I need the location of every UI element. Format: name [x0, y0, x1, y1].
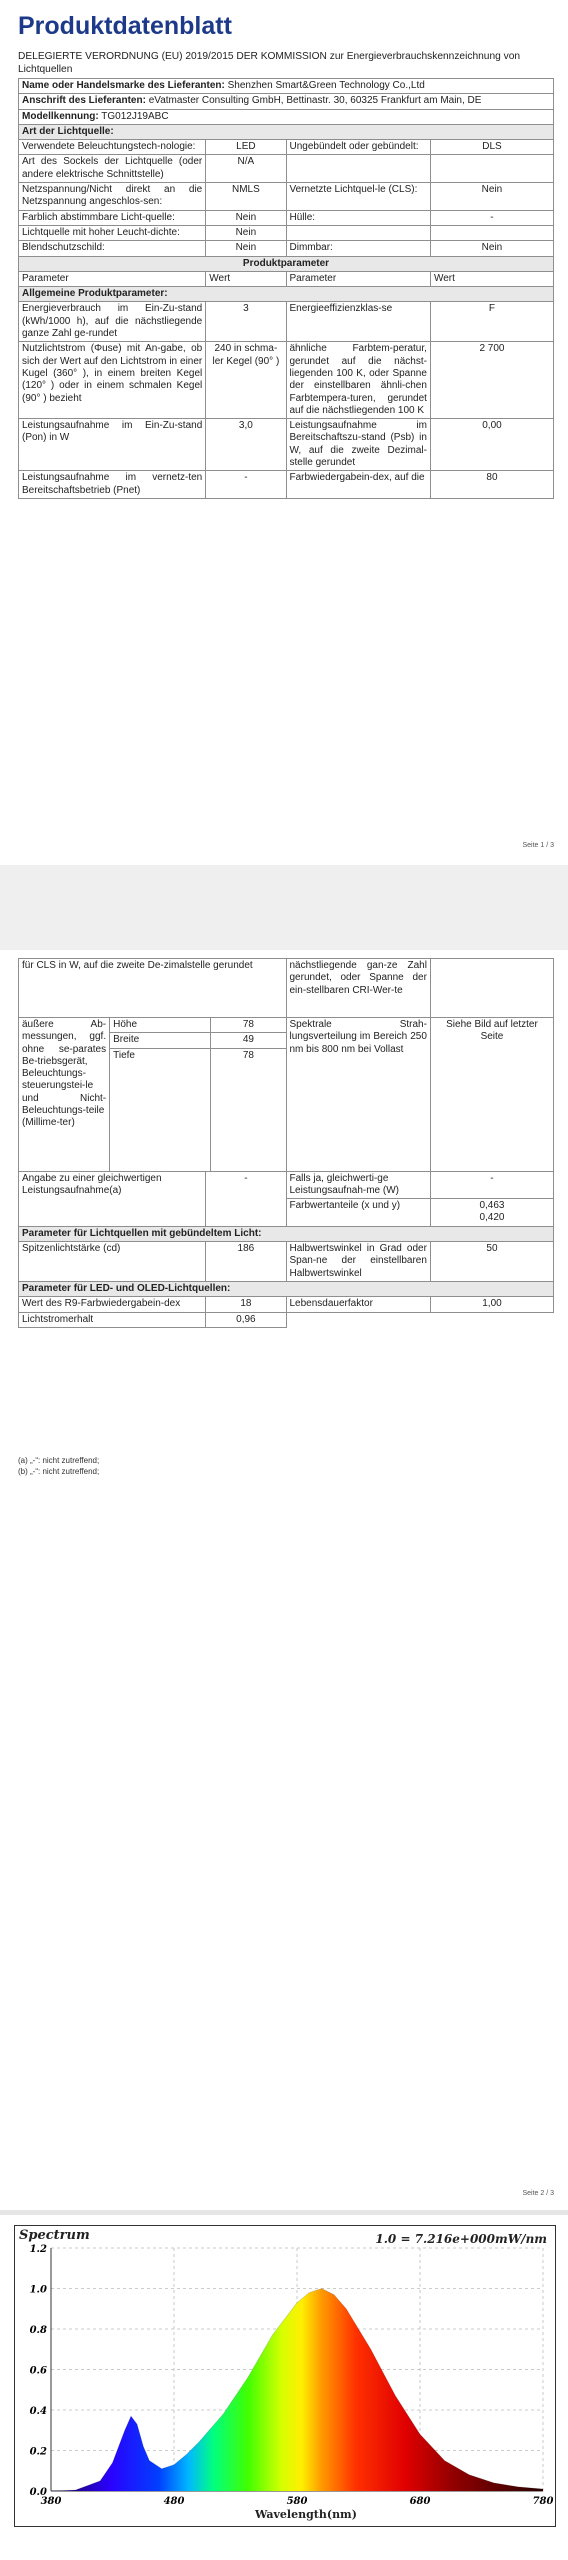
dim-height-value: 78 — [211, 1018, 286, 1033]
light-source-row — [19, 225, 554, 240]
footnote-a: (a) „-“: nicht zutreffend; — [18, 1456, 100, 1465]
param-label: Farbwiedergabein-dex, auf die — [286, 471, 430, 499]
page-2 — [0, 950, 568, 2210]
supplier-name-label: Name oder Handelsmarke des Lieferanten: — [22, 80, 225, 91]
page-number-2: Seite 2 / 3 — [522, 2190, 554, 2197]
param-label: Art des Sockels der Lichtquelle (oder andere elektrische Schnittstelle) — [19, 155, 206, 183]
lumen-maintenance-value: 0,96 — [206, 1312, 286, 1327]
survival-factor-value: 1,00 — [430, 1297, 553, 1312]
param-value: - — [206, 471, 286, 499]
dimensions-cell — [19, 1018, 287, 1172]
param-label: Energieverbrauch im Ein-Zu-stand (kWh/1000 h), auf die nächstliegende ganze Zahl ge-rundet — [19, 302, 206, 342]
chroma-values — [430, 1199, 553, 1227]
r9-value: 18 — [206, 1297, 286, 1312]
param-value: Nein — [430, 183, 553, 211]
light-source-row — [19, 183, 554, 211]
equiv-label: Angabe zu einer gleichwertigen Leistungsaufnahme(a) — [19, 1171, 206, 1226]
r9-label: Wert des R9-Farbwiedergabein-dex — [19, 1297, 206, 1312]
param-value: 3,0 — [206, 419, 286, 471]
light-source-row — [19, 140, 554, 155]
params-table-continued — [18, 958, 554, 1328]
y-tick-label: 0.4 — [29, 2406, 47, 2417]
col-param-1: Parameter — [19, 271, 206, 286]
cri-continuation-value — [430, 959, 553, 1018]
param-value: N/A — [206, 155, 286, 183]
chroma-label: Farbwertanteile (x und y) — [286, 1199, 430, 1227]
x-tick-label: 480 — [163, 2496, 185, 2507]
supplier-table — [18, 78, 554, 499]
param-value: NMLS — [206, 183, 286, 211]
param-label: Lichtquelle mit hoher Leucht-dichte: — [19, 225, 206, 240]
param-value: Nein — [206, 210, 286, 225]
equiv-r-label: Falls ja, gleichwerti-ge Leistungsaufnah-me (W) — [286, 1171, 430, 1199]
col-param-2: Parameter — [286, 271, 430, 286]
light-source-type-header: Art der Lichtquelle: — [19, 124, 554, 139]
y-tick-label: 0.2 — [29, 2446, 47, 2458]
page-1 — [0, 0, 568, 865]
supplier-name-row — [19, 79, 554, 94]
spectrum-chart — [14, 2225, 556, 2527]
param-label: Farblich abstimmbare Licht-quelle: — [19, 210, 206, 225]
param-label: Leistungsaufnahme im vernetz-ten Bereitschaftsbetrieb (Pnet) — [19, 471, 206, 499]
beam-angle-label: Halbwertswinkel in Grad oder Span-ne der einstellbaren Halbwertswinkel — [286, 1242, 430, 1282]
param-label: Netzspannung/Nicht direkt an die Netzspannung angeschlos-sen: — [19, 183, 206, 211]
col-value-1: Wert — [206, 271, 286, 286]
param-value — [430, 155, 553, 183]
param-label: Hülle: — [286, 210, 430, 225]
empty-cell — [430, 1312, 553, 1327]
general-param-row — [19, 419, 554, 471]
chroma-x: 0,463 — [479, 1200, 505, 1212]
y-tick-label: 1.2 — [29, 2244, 47, 2255]
spectrum-area — [51, 2289, 543, 2492]
x-tick-label: 580 — [286, 2496, 308, 2507]
param-label — [286, 225, 430, 240]
beam-angle-value: 50 — [430, 1242, 553, 1282]
param-value: 2 700 — [430, 342, 553, 419]
spectrum-svg — [15, 2226, 555, 2526]
x-axis-label: Wavelength(nm) — [255, 2508, 357, 2521]
supplier-name-value: Shenzhen Smart&Green Technology Co.,Ltd — [227, 80, 425, 91]
param-value: 240 in schma-ler Kegel (90° ) — [206, 342, 286, 419]
peak-intensity-label: Spitzenlichtstärke (cd) — [19, 1242, 206, 1282]
dim-width-label: Breite — [110, 1033, 211, 1048]
regulation-text — [18, 50, 554, 76]
model-row — [19, 109, 554, 124]
y-tick-label: 1.0 — [29, 2284, 47, 2296]
page-gap — [0, 865, 568, 950]
param-value: 0,00 — [430, 419, 553, 471]
spectral-value: Siehe Bild auf letzter Seite — [430, 1018, 553, 1172]
page-number-1: Seite 1 / 3 — [522, 842, 554, 849]
empty-cell — [286, 1312, 430, 1327]
supplier-address-label: Anschrift des Lieferanten: — [22, 95, 146, 107]
survival-factor-label: Lebensdauerfaktor — [286, 1297, 430, 1312]
product-params-header: Produktparameter — [19, 256, 554, 271]
general-params-header: Allgemeine Produktparameter: — [19, 287, 554, 302]
dim-depth-label: Tiefe — [110, 1048, 211, 1171]
param-label: Vernetzte Lichtquel-le (CLS): — [286, 183, 430, 211]
y-tick-label: 0.0 — [29, 2487, 47, 2498]
param-value: - — [430, 210, 553, 225]
directional-header: Parameter für Lichtquellen mit gebündeltem Licht: — [19, 1226, 554, 1241]
param-value: Nein — [430, 241, 553, 256]
y-tick-label: 0.6 — [29, 2365, 47, 2377]
param-label: Blendschutzschild: — [19, 241, 206, 256]
chroma-y: 0,420 — [479, 1212, 505, 1224]
dimensions-label: äußere Ab-messungen, ggf. ohne se-parates Be-triebsgerät, Beleuchtungs-steuerungstei-le und Nicht-Beleuchtungs-teile (Millime-ter) — [19, 1018, 110, 1171]
general-param-row — [19, 342, 554, 419]
equiv-value: - — [206, 1171, 286, 1226]
dim-width-value: 49 — [211, 1033, 286, 1048]
spectral-label: Spektrale Strah-lungsverteilung im Bereich 250 nm bis 800 nm bei Vollast — [286, 1018, 430, 1172]
cls-continuation: für CLS in W, auf die zweite De-zimalstelle gerundet — [19, 959, 287, 1018]
document-title: Produktdatenblatt — [18, 12, 232, 40]
param-label: Nutzlichtstrom (Φuse) mit An-gabe, ob sich der Wert auf den Lichtstrom in einer Kugel (360° ), in einem breiten Kegel (120° ) oder in einem schmalen Kegel (90° ) bezieht — [19, 342, 206, 419]
footnotes — [18, 1455, 99, 1477]
chart-title: Spectrum — [19, 2228, 90, 2243]
dim-depth-value: 78 — [242, 1049, 254, 1061]
param-value — [430, 225, 553, 240]
param-value: F — [430, 302, 553, 342]
model-value: TG012J19ABC — [101, 110, 169, 122]
param-label: Leistungsaufnahme im Bereitschaftszu-stand (Psb) in W, auf die zweite Dezimal-stelle gerundet — [286, 419, 430, 471]
footnote-b: (b) „-“: nicht zutreffend; — [18, 1467, 100, 1476]
y-tick-label: 0.8 — [29, 2325, 47, 2336]
param-value: LED — [206, 140, 286, 155]
param-label: ähnliche Farbtem-peratur, gerundet auf die nächst-liegenden 100 K, oder Spanne der einstellbaren ähnli-chen Farbtempera-turen, gerundet auf die nächstliegenden 100 K — [286, 342, 430, 419]
equiv-r-value: - — [430, 1171, 553, 1199]
general-param-row — [19, 302, 554, 342]
light-source-row — [19, 241, 554, 256]
col-value-2: Wert — [430, 271, 553, 286]
general-param-row — [19, 471, 554, 499]
param-label: Dimmbar: — [286, 241, 430, 256]
param-label: Verwendete Beleuchtungstech-nologie: — [19, 140, 206, 155]
chart-legend: 1.0 = 7.216e+000mW/nm — [375, 2232, 547, 2246]
param-value: Nein — [206, 241, 286, 256]
dimensions-subtable — [19, 1018, 286, 1171]
peak-intensity-value: 186 — [206, 1242, 286, 1282]
x-tick-label: 780 — [532, 2496, 554, 2507]
cri-continuation: nächstliegende gan-ze Zahl gerundet, oder Spanne der ein-stellbaren CRI-Wer-te — [286, 959, 430, 1018]
supplier-address-row — [19, 94, 554, 109]
supplier-address-value: eVatmaster Consulting GmbH, Bettinastr. 30, 60325 Frankfurt am Main, DE — [148, 95, 482, 107]
x-tick-label: 380 — [40, 2496, 62, 2507]
model-label: Modellkennung: — [22, 110, 99, 122]
dim-height-label: Höhe — [110, 1018, 211, 1033]
light-source-row — [19, 155, 554, 183]
lumen-maintenance-label: Lichtstromerhalt — [19, 1312, 206, 1327]
param-value: Nein — [206, 225, 286, 240]
param-value: 3 — [206, 302, 286, 342]
regulation-line: DELEGIERTE VERORDNUNG (EU) 2019/2015 DER KOMMISSION zur Energieverbrauchskennzeichnung von Lichtquellen — [18, 51, 521, 75]
param-label: Ungebündelt oder gebündelt: — [286, 140, 430, 155]
light-source-row — [19, 210, 554, 225]
param-value: 80 — [430, 471, 553, 499]
param-label — [286, 155, 430, 183]
param-value: DLS — [430, 140, 553, 155]
param-label: Energieeffizienzklas-se — [286, 302, 430, 342]
param-label: Leistungsaufnahme im Ein-Zu-stand (Pon) in W — [19, 419, 206, 471]
x-tick-label: 680 — [409, 2496, 431, 2507]
led-header: Parameter für LED- und OLED-Lichtquellen: — [19, 1281, 554, 1296]
